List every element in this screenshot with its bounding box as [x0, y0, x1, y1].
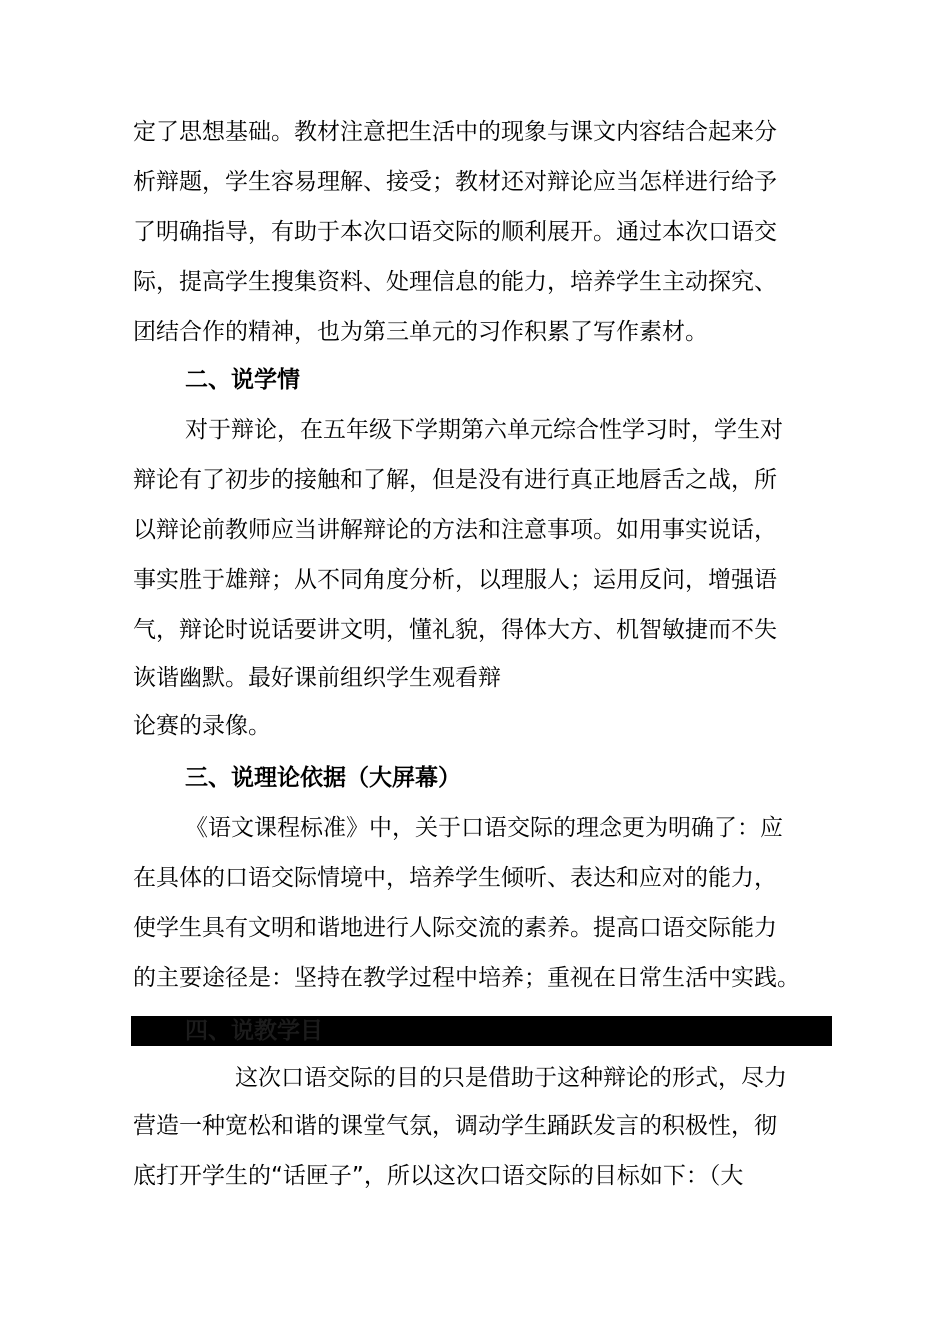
paragraph-line: 诙谐幽默。最好课前组织学生观看辩	[133, 665, 501, 691]
paragraph-line: 《语文课程标准》中，关于口语交际的理念更为明确了：应	[185, 815, 783, 841]
paragraph-line: 以辩论前教师应当讲解辩论的方法和注意事项。如用事实说话，	[133, 517, 777, 543]
paragraph-line: 团结合作的精神，也为第三单元的习作积累了写作素材。	[133, 319, 708, 345]
paragraph-line: 在具体的口语交际情境中，培养学生倾听、表达和应对的能力，	[133, 865, 777, 891]
paragraph-line: 辩论有了初步的接触和了解，但是没有进行真正地唇舌之战，所	[133, 467, 777, 493]
section-heading-learning-situation: 二、说学情	[185, 367, 300, 393]
paragraph-line: 了明确指导，有助于本次口语交际的顺利展开。通过本次口语交	[133, 219, 777, 245]
paragraph-line: 定了思想基础。教材注意把生活中的现象与课文内容结合起来分	[133, 119, 777, 145]
section-heading-theory-basis: 三、说理论依据（大屏幕）	[185, 765, 461, 791]
paragraph-line: 析辩题，学生容易理解、接受；教材还对辩论应当怎样进行给予	[133, 169, 777, 195]
paragraph-line: 对于辩论，在五年级下学期第六单元综合性学习时，学生对	[185, 417, 783, 443]
section-heading-teaching-goals: 四、说教学目	[185, 1018, 323, 1044]
paragraph-line: 论赛的录像。	[133, 713, 271, 739]
paragraph-line: 这次口语交际的目的只是借助于这种辩论的形式，尽力	[235, 1065, 787, 1091]
paragraph-line: 气，辩论时说话要讲文明，懂礼貌，得体大方、机智敏捷而不失	[133, 617, 777, 643]
paragraph-line: 事实胜于雄辩；从不同角度分析，以理服人；运用反问，增强语	[133, 567, 777, 593]
paragraph-line: 的主要途径是：坚持在教学过程中培养；重视在日常生活中实践。	[133, 965, 800, 991]
paragraph-line: 营造一种宽松和谐的课堂气氛，调动学生踊跃发言的积极性，彻	[133, 1113, 777, 1139]
paragraph-line: 使学生具有文明和谐地进行人际交流的素养。提高口语交际能力	[133, 915, 777, 941]
paragraph-line: 际，提高学生搜集资料、处理信息的能力，培养学生主动探究、	[133, 269, 777, 295]
paragraph-line: 底打开学生的“话匣子”，所以这次口语交际的目标如下：（大	[133, 1163, 744, 1189]
